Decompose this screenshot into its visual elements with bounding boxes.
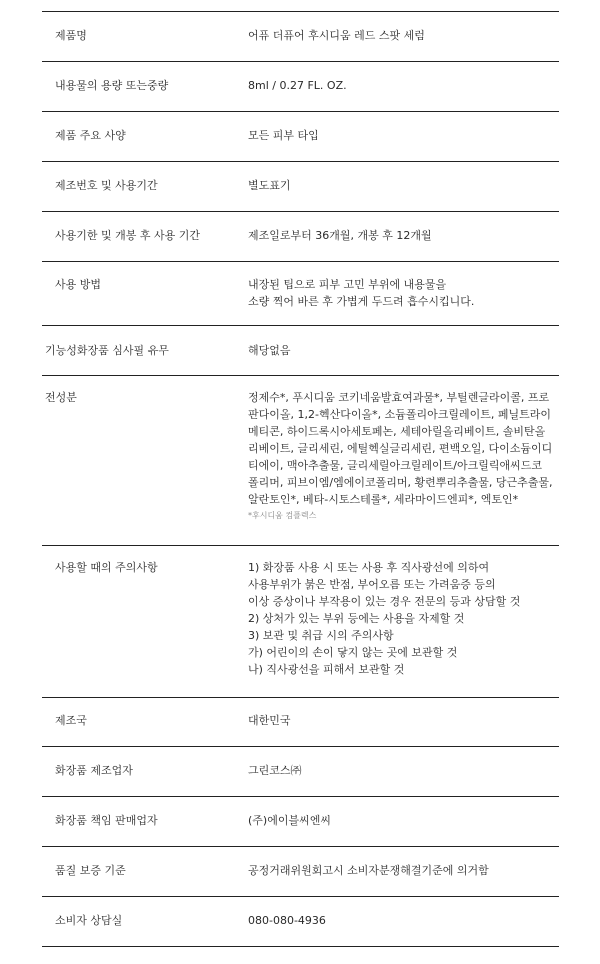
row-value xyxy=(248,227,432,244)
row-divider xyxy=(42,697,559,698)
row-divider xyxy=(42,796,559,797)
row-value-line: 리베이트, 글리세린, 에틸헥실글리세린, 편백오일, 다이소듐이디 xyxy=(248,442,553,455)
row-value-line: 판다이올, 1,2-헥산다이올*, 소듐폴리아크릴레이트, 페닐트라이 xyxy=(248,408,551,421)
row-divider xyxy=(42,846,559,847)
row-label: 제조국 xyxy=(55,714,87,727)
row-divider xyxy=(42,111,559,112)
row-value xyxy=(248,342,291,359)
row-value-line: 8ml / 0.27 FL. OZ. xyxy=(248,79,347,92)
row-value-line: 정제수*, 푸시디움 코키네움발효여과물*, 부틸렌글라이콜, 프로 xyxy=(248,391,550,404)
row-label: 품질 보증 기준 xyxy=(55,864,126,877)
ingredient-footnote: *후시디움 컴플렉스 xyxy=(248,511,317,520)
row-value-line: 그린코스㈜ xyxy=(248,764,302,777)
row-value-line: 티에이, 맥아추출물, 글리세릴아크릴레이트/아크릴릭애씨드코 xyxy=(248,459,542,472)
row-label: 제조번호 및 사용기간 xyxy=(55,179,158,192)
row-value-line: 이상 증상이나 부작용이 있는 경우 전문의 등과 상담할 것 xyxy=(248,595,521,608)
row-value xyxy=(248,276,474,310)
row-value-line: 가) 어린이의 손이 닿지 않는 곳에 보관할 것 xyxy=(248,646,458,659)
row-value xyxy=(248,389,552,522)
row-divider xyxy=(42,325,559,326)
row-value-line: 해당없음 xyxy=(248,344,291,357)
row-label: 제품명 xyxy=(55,29,87,42)
row-value xyxy=(248,812,331,829)
row-divider xyxy=(42,746,559,747)
row-label: 사용 방법 xyxy=(55,278,102,291)
row-value xyxy=(248,177,291,194)
row-value-line: 메티콘, 하이드록시아세토페논, 세테아릴올리베이트, 솔비탄올 xyxy=(248,425,546,438)
row-value-line: 080-080-4936 xyxy=(248,914,326,927)
row-value-line: 사용부위가 붉은 반점, 부어오름 또는 가려움증 등의 xyxy=(248,578,496,591)
row-value-line: 폴리머, 피브이엠/엠에이코폴리머, 황련뿌리추출물, 당근추출물, xyxy=(248,476,553,489)
row-value xyxy=(248,127,319,144)
row-divider xyxy=(42,375,559,376)
row-value-line: 1) 화장품 사용 시 또는 사용 후 직사광선에 의하여 xyxy=(248,561,490,574)
row-value-line: 어퓨 더퓨어 후시디움 레드 스팟 세럼 xyxy=(248,29,425,42)
row-value xyxy=(248,27,425,44)
row-divider xyxy=(42,61,559,62)
row-value-line: 나) 직사광선을 피해서 보관할 것 xyxy=(248,663,405,676)
row-value-line: (주)에이블씨엔씨 xyxy=(248,814,331,827)
row-value xyxy=(248,712,291,729)
row-value-line: 모든 피부 타입 xyxy=(248,129,319,142)
row-value-line: 2) 상처가 있는 부위 등에는 사용을 자제할 것 xyxy=(248,612,465,625)
row-value-line: 대한민국 xyxy=(248,714,291,727)
row-label: 기능성화장품 심사필 유무 xyxy=(45,344,169,357)
row-divider xyxy=(42,211,559,212)
row-value-line: 공정거래위원회고시 소비자분쟁해결기준에 의거함 xyxy=(248,864,489,877)
row-value-line: 별도표기 xyxy=(248,179,291,192)
row-value xyxy=(248,762,302,779)
row-label: 사용할 때의 주의사항 xyxy=(55,561,158,574)
row-divider xyxy=(42,946,559,947)
row-value xyxy=(248,559,520,678)
row-label: 화장품 제조업자 xyxy=(55,764,133,777)
row-value-line: 알란토인*, 베타-시토스테롤*, 세라마이드엔피*, 엑토인* xyxy=(248,493,519,506)
row-label: 소비자 상담실 xyxy=(55,914,123,927)
row-value xyxy=(248,77,347,94)
row-value-line: 3) 보관 및 취급 시의 주의사항 xyxy=(248,629,394,642)
row-divider xyxy=(42,261,559,262)
row-divider xyxy=(42,11,559,12)
row-value-line: 소량 찍어 바른 후 가볍게 두드려 흡수시킵니다. xyxy=(248,295,475,308)
row-label: 내용물의 용량 또는중량 xyxy=(55,79,169,92)
row-label: 제품 주요 사양 xyxy=(55,129,126,142)
row-label: 전성분 xyxy=(45,391,77,404)
row-divider xyxy=(42,545,559,546)
row-label: 화장품 책임 판매업자 xyxy=(55,814,158,827)
row-divider xyxy=(42,161,559,162)
row-divider xyxy=(42,896,559,897)
row-value xyxy=(248,912,326,929)
row-value xyxy=(248,862,489,879)
row-label: 사용기한 및 개봉 후 사용 기간 xyxy=(55,229,200,242)
row-value-line: 내장된 팁으로 피부 고민 부위에 내용물을 xyxy=(248,278,447,291)
row-value-line: 제조일로부터 36개월, 개봉 후 12개월 xyxy=(248,229,432,242)
